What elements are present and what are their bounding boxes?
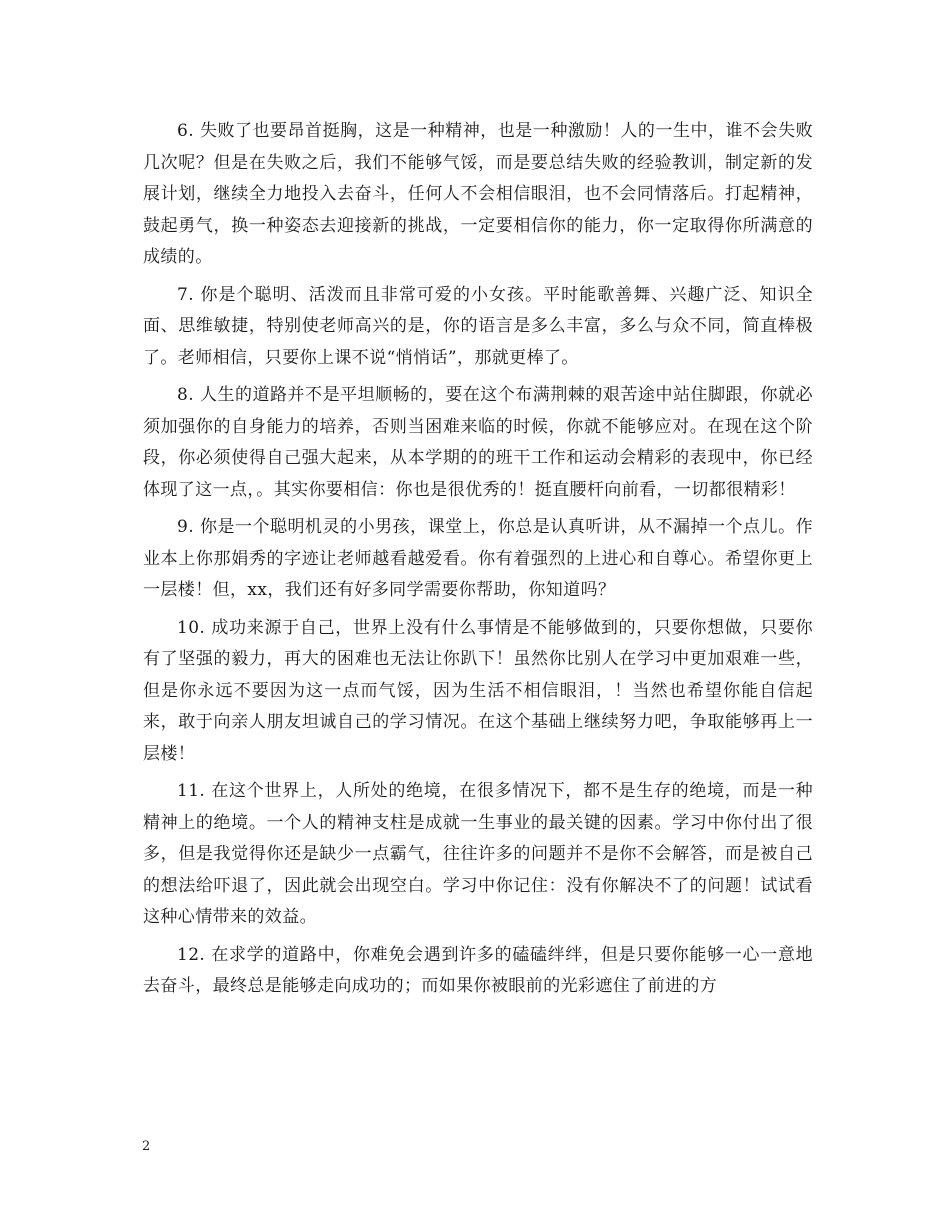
paragraph-12: 12. 在求学的道路中，你难免会遇到许多的磕磕绊绊，但是只要你能够一心一意地去奋斗，最终总是能够走向成功的；而如果你被眼前的光彩遮住了前进的方 [143,944,813,996]
paragraph-11: 11. 在这个世界上，人所处的绝境，在很多情况下，都不是生存的绝境，而是一种精神上的绝境。一个人的精神支柱是成就一生事业的最关键的因素。学习中你付出了很多，但是我觉得你还是缺少一点霸气，往往许多的问题并不是你不会解答，而是被自己的想法给吓退了，因此就会出现空白。学习中你记住：没有你解决不了的问题！试试看这种心情带来的效益。 [143,781,813,927]
paragraph-9: 9. 你是一个聪明机灵的小男孩，课堂上，你总是认真听讲，从不漏掉一个点儿。作业本上你那娟秀的字迹让老师越看越爱看。你有着强烈的上进心和自尊心。希望你更上一层楼！但，xx，我们还有好多同学需要你帮助，你知道吗？ [143,517,813,600]
paragraph-7: 7. 你是个聪明、活泼而且非常可爱的小女孩。平时能歌善舞、兴趣广泛、知识全面、思维敏捷，特别使老师高兴的是，你的语言是多么丰富，多么与众不同，简直棒极了。老师相信，只要你上课不说“悄悄话”，那就更棒了。 [143,284,813,368]
document-body [143,116,813,1009]
paragraph-8: 8. 人生的道路并不是平坦顺畅的，要在这个布满荆棘的艰苦途中站住脚跟，你就必须加强你的自身能力的培养，否则当困难来临的时候，你就不能够应对。在现在这个阶段，你必须使得自己强大起来，从本学期的的班干工作和运动会精彩的表现中，你已经体现了这一点，。其实你要相信：你也是很优秀的！挺直腰杆向前看，一切都很精彩！ [143,385,813,500]
paragraph-6: 6. 失败了也要昂首挺胸，这是一种精神，也是一种激励！人的一生中，谁不会失败几次呢？但是在失败之后，我们不能够气馁，而是要总结失败的经验教训，制定新的发展计划，继续全力地投入去奋斗，任何人不会相信眼泪，也不会同情落后。打起精神，鼓起勇气，换一种姿态去迎接新的挑战，一定要相信你的能力，你一定取得你所满意的成绩的。 [143,121,813,267]
paragraph-10: 10. 成功来源于自己，世界上没有什么事情是不能够做到的，只要你想做，只要你有了坚强的毅力，再大的困难也无法让你趴下！虽然你比别人在学习中更加艰难一些，但是你永远不要因为这一点而气馁，因为生活不相信眼泪，！当然也希望你能自信起来，敢于向亲人朋友坦诚自己的学习情况。在这个基础上继续努力吧，争取能够再上一层楼！ [143,617,813,764]
page-number: 2 [142,1139,151,1154]
